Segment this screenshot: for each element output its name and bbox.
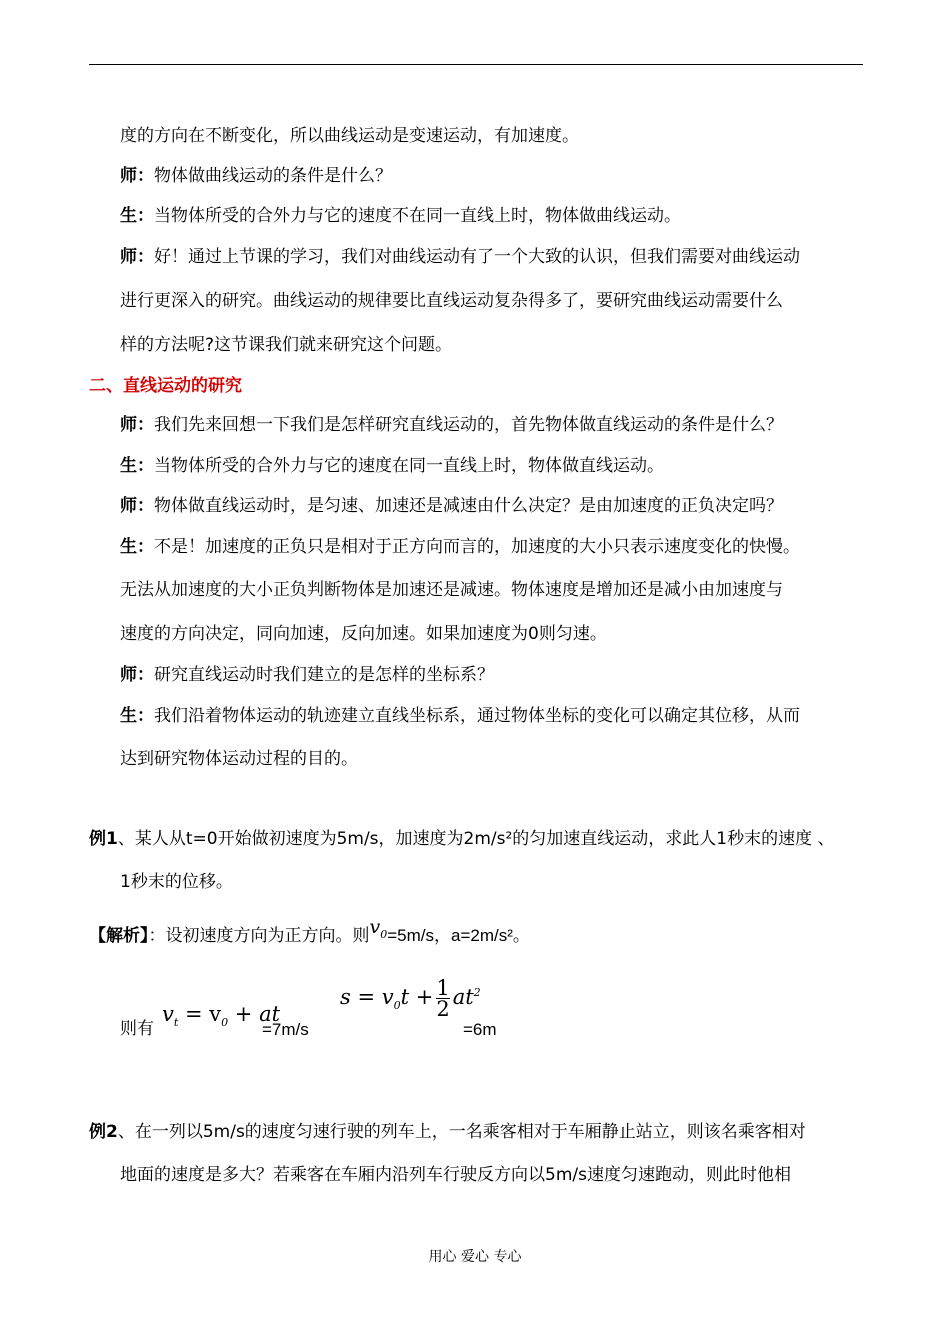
speaker-label: 师： [120,496,154,516]
velocity-formula: $v_t = v_0$ + at [162,1002,281,1030]
analysis-line: 【解析】：设初速度方向为正方向。则$v_0=5m/s$，a=2m/s²。 [89,916,530,946]
velocity-result: =7m/s [262,1020,309,1039]
result-prefix: 则有 [120,1019,154,1039]
speaker-label: 师： [120,415,154,435]
paragraph-line: 速度的方向决定，同向加速，反向加速。如果加速度为0则匀速。 [120,624,607,644]
dialogue-line: 师：物体做曲线运动的条件是什么？ [120,166,392,186]
v0-symbol: $v_0$ [369,916,388,941]
displacement-formula: $s = v_0t$ + $\frac{1}{2}$ $at^2$ [340,976,481,1021]
paragraph-line: 达到研究物体运动过程的目的。 [120,749,358,769]
paragraph-line: 度的方向在不断变化，所以曲线运动是变速运动，有加速度。 [120,126,579,146]
example-label: 例1 [89,829,118,849]
dialogue-line: 师：好！通过上节课的学习，我们对曲线运动有了一个大致的认识，但我们需要对曲线运动 [120,247,800,267]
dialogue-line: 师：物体做直线运动时，是匀速、加速还是减速由什么决定？是由加速度的正负决定吗？ [120,496,783,516]
speaker-label: 生： [120,456,154,476]
speaker-label: 师： [120,665,154,685]
dialogue-line: 生：不是！加速度的正负只是相对于正方向而言的，加速度的大小只表示速度变化的快慢。 [120,537,800,557]
fraction: $\frac{1}{2}$ [436,976,450,1021]
analysis-label: 【解析】 [89,926,149,946]
paragraph-line: 进行更深入的研究。曲线运动的规律要比直线运动复杂得多了，要研究曲线运动需要什么 [120,291,783,311]
speaker-label: 生： [120,537,154,557]
paragraph-line: 无法从加速度的大小正负判断物体是加速还是减速。物体速度是增加还是减小由加速度与 [120,580,783,600]
dialogue-line: 生：当物体所受的合外力与它的速度在同一直线上时，物体做直线运动。 [120,456,664,476]
section-heading: 二、直线运动的研究 [89,376,242,396]
example-2-question: 例2、在一列以5m/s的速度匀速行驶的列车上，一名乘客相对于车厢静止站立，则该名乘客相对 [89,1122,806,1142]
speaker-label: 生： [120,706,154,726]
speaker-label: 师： [120,247,154,267]
speaker-label: 师： [120,166,154,186]
paragraph-line: 地面的速度是多大？若乘客在车厢内沿列车行驶反方向以5m/s速度匀速跑动，则此时他相 [120,1165,791,1185]
paragraph-line: 样的方法呢?这节课我们就来研究这个问题。 [120,335,453,355]
dialogue-line: 生：我们沿着物体运动的轨迹建立直线坐标系，通过物体坐标的变化可以确定其位移，从而 [120,706,800,726]
example-1-question: 例1、某人从t=0开始做初速度为5m/s，加速度为2m/s²的匀加速直线运动，求此人1秒末的速度 、 [89,829,835,849]
displacement-result: =6m [463,1020,497,1039]
dialogue-line: 师：我们先来回想一下我们是怎样研究直线运动的，首先物体做直线运动的条件是什么？ [120,415,783,435]
page-footer: 用心 爱心 专心 [428,1249,522,1265]
speaker-label: 生： [120,206,154,226]
dialogue-line: 师：研究直线运动时我们建立的是怎样的坐标系？ [120,665,494,685]
paragraph-line: 1秒末的位移。 [120,872,233,892]
dialogue-line: 生：当物体所受的合外力与它的速度不在同一直线上时，物体做曲线运动。 [120,206,681,226]
header-rule [89,64,863,65]
example-label: 例2 [89,1122,118,1142]
